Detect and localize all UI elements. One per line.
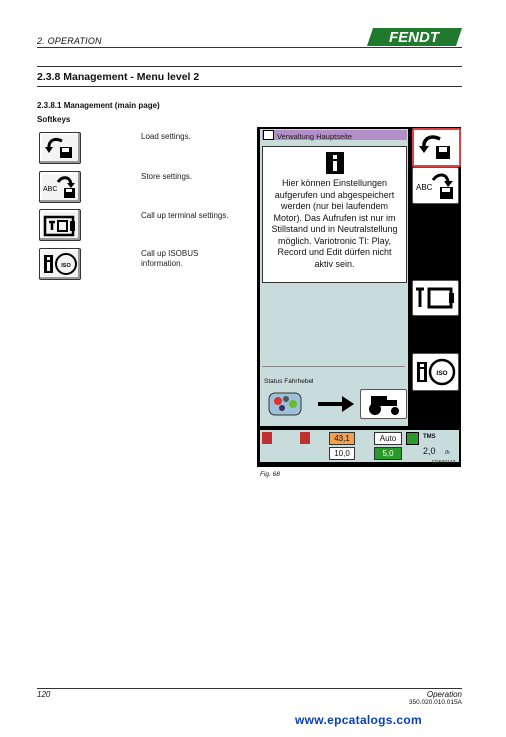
subsection-title: 2.3.8.1 Management (main page) [37,101,160,110]
softkey-desc: Call up ISOBUS information. [141,249,199,268]
isobus-info-button[interactable] [412,353,459,391]
svg-text:ISO: ISO [436,370,448,377]
info-message-text: Hier können Einstellungen aufgerufen und abgespeichert werden (nur bei laufendem Motor). Das Aufrufen ist nur im Stillstand und in Neutralstellung möglich. Variotronic TI: Play, Record und Edit dürfen nicht aktiv sein. [271,178,398,269]
terminal-title: Verwaltung Hauptseite [277,132,353,141]
isobus-info-key [39,248,81,280]
softkeys-heading: Softkeys [37,115,71,124]
page-number: 120 [37,690,51,699]
svg-text:ABC: ABC [416,183,433,192]
arrow-right-icon [318,396,354,412]
load-settings-icon [40,133,80,163]
watermark-link[interactable]: www.epcatalogs.com [295,713,422,727]
footer-doc-title: Operation [426,690,462,699]
terminal-page-icon [263,130,274,140]
image-code: FR500142 [432,460,456,466]
header-rule [37,47,462,48]
header-section: 2. OPERATION [37,36,102,46]
store-settings-icon [40,172,80,202]
section-rule-top [37,66,462,67]
fendt-logo [367,28,462,46]
store-settings-key [39,171,81,203]
tractor-button[interactable] [360,389,407,419]
isobus-info-icon [40,249,80,279]
hitch-warning-icon [262,432,272,444]
speed-unit: /h [445,450,450,456]
info-message-box [262,146,407,283]
section-rule-bottom [37,86,462,87]
hitch-warning-icon [300,432,310,444]
footer-doc-number: 350.020.010.015A [408,699,462,706]
softkey-desc: Load settings. [141,132,191,141]
terminal-settings-button[interactable] [412,280,459,316]
store-settings-icon [413,168,458,203]
isobus-info-icon [413,354,458,390]
c1-value: 43,1 [329,432,355,445]
tms-label: TMS [423,434,436,440]
green-indicator [406,432,419,445]
figure-label: Fig. 68 [260,471,280,478]
load-settings-key [39,132,81,164]
svg-text:ABC: ABC [43,186,58,193]
footer-rule [37,688,462,689]
speed-value: 2,0 [423,446,436,456]
slope-value: 5,0 [374,447,402,460]
terminal-title-bar [262,130,407,140]
terminal-settings-icon [40,210,80,240]
load-settings-button[interactable] [412,128,461,167]
joystick-icon [266,389,306,419]
c2-value: 10,0 [329,447,355,460]
load-settings-icon [414,130,459,165]
svg-text:ISO: ISO [61,263,71,269]
brand-text: FENDT [389,29,439,46]
terminal-settings-icon [413,281,458,315]
store-settings-button[interactable] [412,167,459,204]
status-label: Status Fahrhebel [264,378,314,385]
mode-value: Auto [374,432,402,445]
tractor-icon [361,390,406,418]
terminal-settings-key [39,209,81,241]
section-title: 2.3.8 Management - Menu level 2 [37,71,200,83]
info-icon [326,152,344,174]
softkey-desc: Store settings. [141,172,193,181]
softkey-desc: Call up terminal settings. [141,211,229,220]
status-divider [262,366,405,367]
